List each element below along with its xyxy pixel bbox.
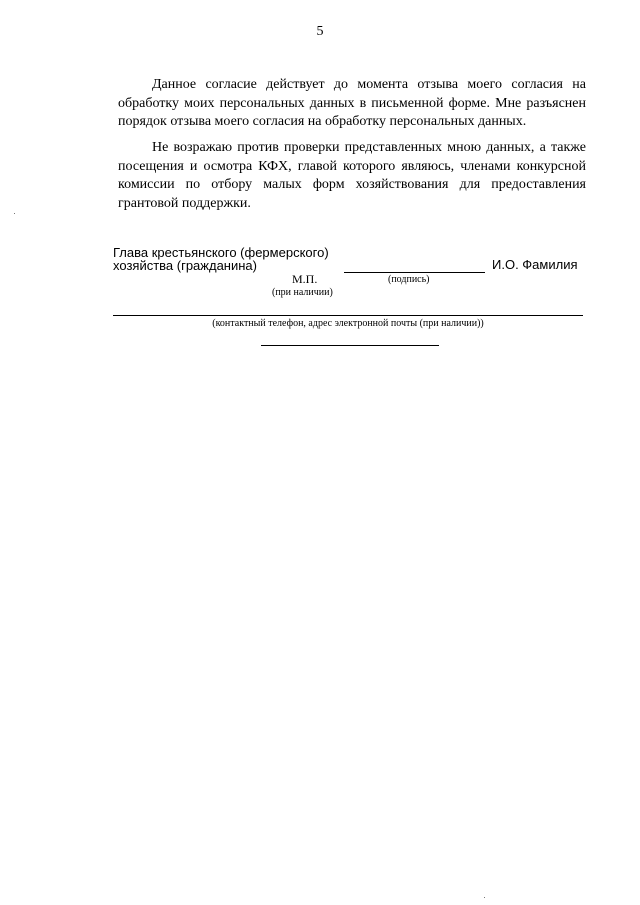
signatory-title [113,246,329,272]
scan-speck [484,897,485,898]
paragraph-line: Данное согласие действует до момента отзыва моего согласия на [152,77,586,92]
signature-caption: (подпись) [388,274,430,285]
signatory-name: И.О. Фамилия [492,257,578,272]
paragraph-line: порядок отзыва моего согласия на обработку персональных данных. [118,114,527,129]
signature-line [344,272,485,273]
stamp-note: (при наличии) [272,287,333,298]
page-number: 5 [316,24,324,39]
paragraph-line: посещения и осмотра КФХ, главой которого являюсь, членами конкурсной [118,158,586,174]
contact-caption: (контактный телефон, адрес электронной почты (при наличии)) [212,318,484,329]
paragraph-line: обработку моих персональных данных в письменной форме. Мне разъяснен [118,95,586,111]
contact-line [113,315,583,316]
scan-speck [14,213,15,214]
paragraph-line: Не возражаю против проверки представленных мною данных, а также [152,140,586,155]
signatory-title-line: хозяйства (гражданина) [113,258,257,273]
paragraph-line: комиссии по отбору малых форм хозяйствования для предоставления [118,177,586,192]
stamp-label: М.П. [292,272,318,286]
signatory-title-line: Глава крестьянского (фермерского) [113,245,329,260]
paragraph-line: грантовой поддержки. [118,195,251,211]
inspection-paragraph [118,139,586,213]
consent-paragraph [118,76,586,132]
date-line [261,345,439,346]
